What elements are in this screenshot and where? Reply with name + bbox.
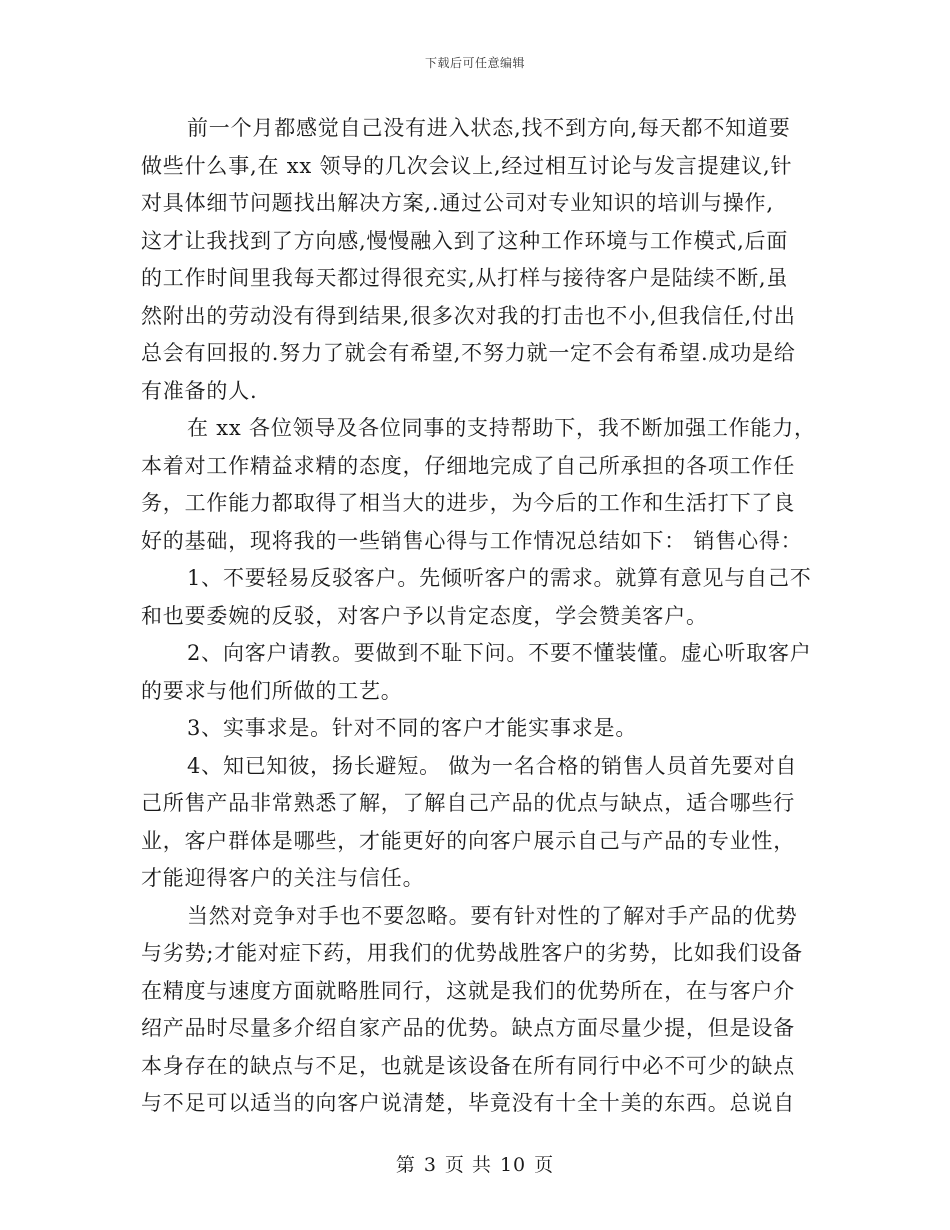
paragraph-line: 本身存在的缺点与不足，也就是该设备在所有同行中必不可少的缺点 — [141, 1053, 795, 1078]
page-current: 3 — [423, 1154, 437, 1176]
paragraph-line: 前一个月都感觉自己没有进入状态,找不到方向,每天都不知道要 — [187, 116, 791, 140]
document-body — [141, 110, 816, 1123]
page-number-footer — [0, 1150, 950, 1177]
paragraph-line: 做些什么事,在 xx 领导的几次会议上,经过相互讨论与发言提建议,针 — [141, 153, 793, 178]
paragraph-line: 与劣势;才能对症下药，用我们的优势战胜客户的劣势，比如我们设备 — [141, 941, 803, 965]
paragraph-line: 绍产品时尽量多介绍自家产品的优势。缺点方面尽量少提，但是设备 — [141, 1016, 795, 1040]
paragraph-line: 本着对工作精益求精的态度，仔细地完成了自己所承担的各项工作任 — [141, 453, 795, 478]
page-middle: 页 共 — [444, 1154, 492, 1176]
paragraph-line: 2、向客户请教。要做到不耻下问。不要不懂装懂。虚心听取客户 — [187, 641, 812, 665]
paragraph-line: 己所售产品非常熟悉了解，了解自己产品的优点与缺点，适合哪些行 — [141, 791, 795, 815]
paragraph-line: 这才让我找到了方向感,慢慢融入到了这种工作环境与工作模式,后面 — [141, 228, 789, 253]
page-suffix: 页 — [534, 1154, 555, 1176]
paragraph-line: 在精度与速度方面就略胜同行，这就是我们的优势所在，在与客户介 — [141, 978, 795, 1003]
paragraph-line: 4、知已知彼，扬长避短。 做为一名合格的销售人员首先要对自 — [187, 753, 798, 778]
paragraph-line: 有准备的人. — [141, 378, 258, 403]
paragraph-line: 1、不要轻易反驳客户。先倾听客户的需求。就算有意见与自己不 — [187, 566, 812, 590]
paragraph-line: 的要求与他们所做的工艺。 — [141, 678, 403, 703]
paragraph-line: 与不足可以适当的向客户说清楚，毕竟没有十全十美的东西。总说自 — [141, 1091, 795, 1115]
paragraph-line: 3、实事求是。针对不同的客户才能实事求是。 — [187, 716, 638, 740]
page-prefix: 第 — [395, 1154, 416, 1176]
paragraph-line: 然附出的劳动没有得到结果,很多次对我的打击也不小,但我信任,付出 — [141, 303, 796, 328]
paragraph-line: 对具体细节问题找出解决方案,.通过公司对专业知识的培训与操作, — [141, 191, 774, 215]
paragraph-line: 在 xx 各位领导及各位同事的支持帮助下，我不断加强工作能力， — [187, 416, 816, 440]
paragraph-line: 好的基础，现将我的一些销售心得与工作情况总结如下： 销售心得： — [141, 528, 803, 553]
page-header-note: 下载后可任意编辑 — [424, 56, 525, 70]
page-total: 10 — [499, 1154, 527, 1176]
paragraph-line: 的工作时间里我每天都过得很充实,从打样与接待客户是陆续不断,虽 — [141, 266, 789, 290]
paragraph-line: 当然对竞争对手也不要忽略。要有针对性的了解对手产品的优势 — [187, 903, 798, 928]
paragraph-line: 务，工作能力都取得了相当大的进步，为今后的工作和生活打下了良 — [141, 491, 795, 515]
paragraph-line: 总会有回报的.努力了就会有希望,不努力就一定不会有希望.成功是给 — [141, 341, 796, 365]
paragraph-line: 业，客户群体是哪些，才能更好的向客户展示自己与产品的专业性， — [141, 828, 795, 853]
paragraph-line: 才能迎得客户的关注与信任。 — [141, 866, 425, 890]
paragraph-line: 和也要委婉的反驳，对客户予以肯定态度，学会赞美客户。 — [141, 603, 708, 628]
